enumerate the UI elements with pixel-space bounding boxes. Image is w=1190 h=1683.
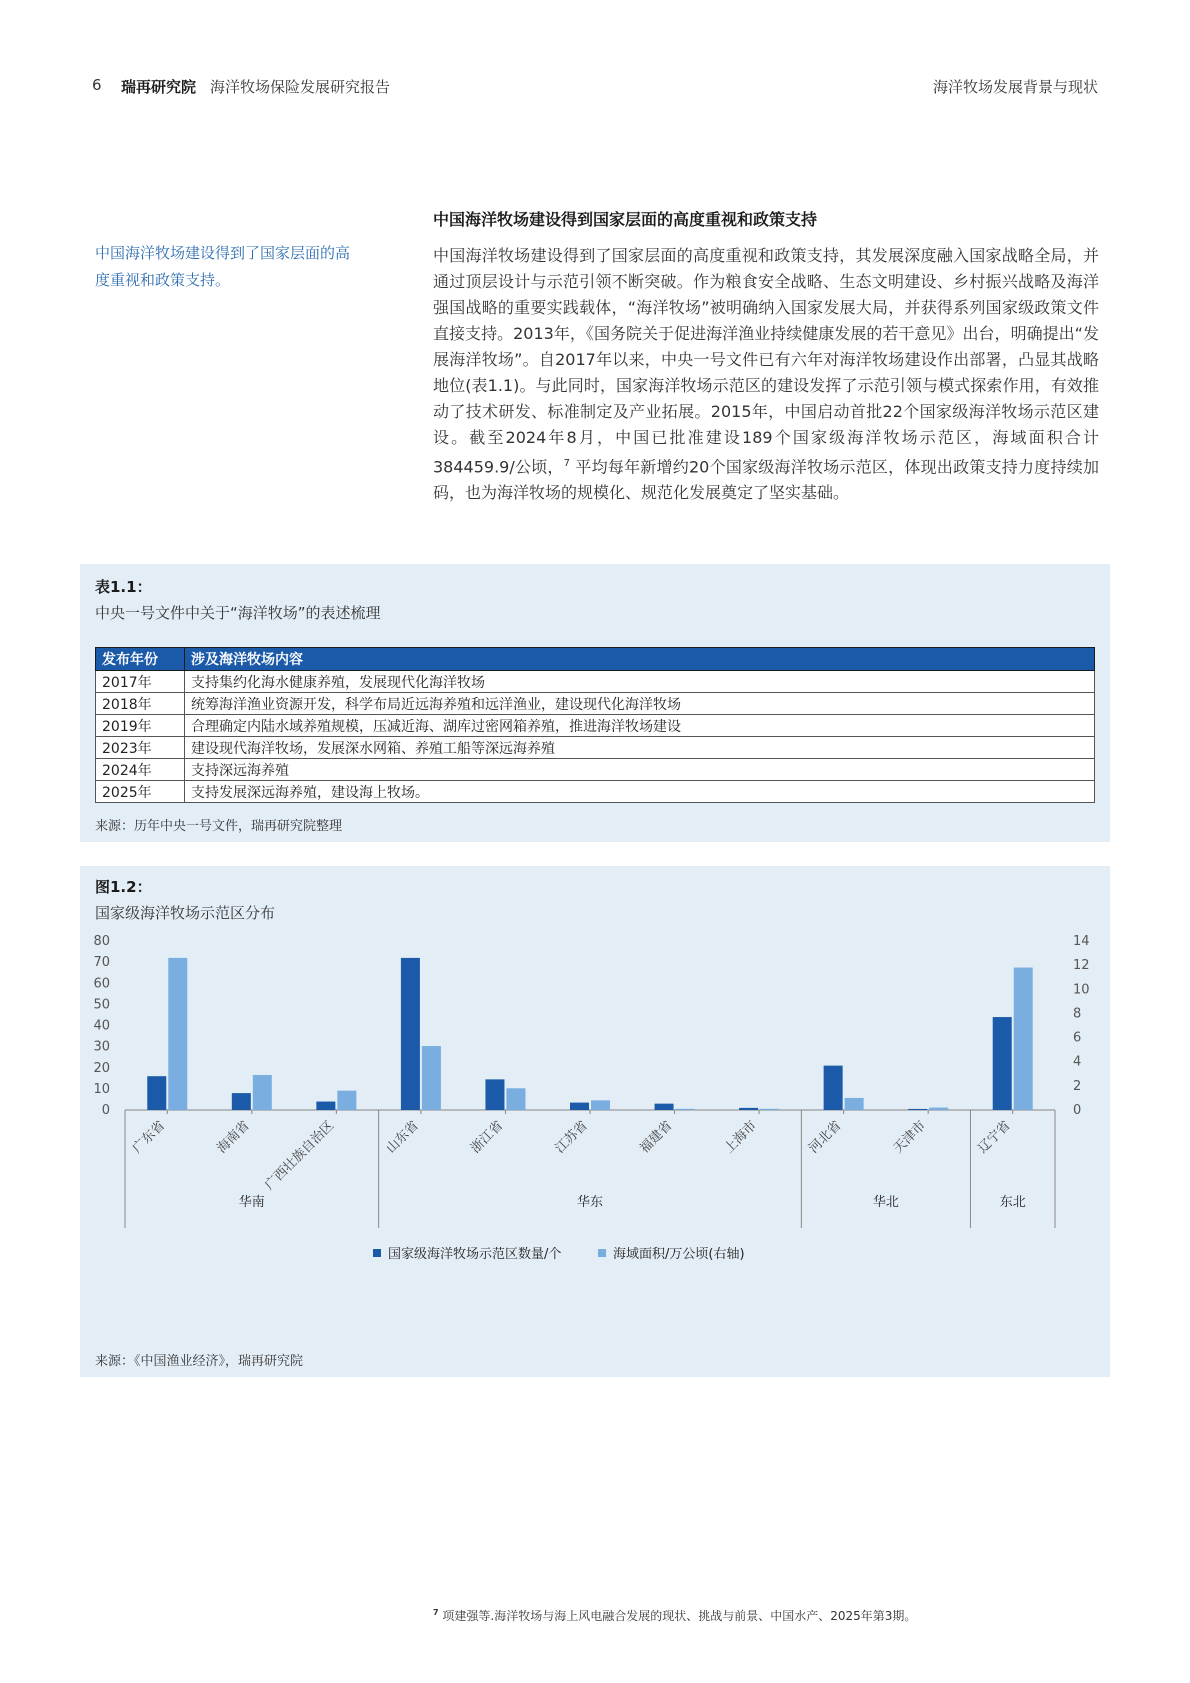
bar-area	[591, 1100, 610, 1110]
table-row	[96, 737, 1095, 759]
bar-area	[676, 1109, 695, 1110]
document-title: 海洋牧场保险发展研究报告	[210, 78, 391, 96]
column-header-content: 涉及海洋牧场内容	[185, 648, 1095, 671]
bar-area	[253, 1075, 272, 1110]
bar-count	[908, 1109, 927, 1110]
footnote	[433, 1607, 916, 1624]
table-title: 中央一号文件中关于“海洋牧场”的表述梳理	[95, 604, 381, 622]
cell-content: 合理确定内陆水域养殖规模，压减近海、湖库过密网箱养殖，推进海洋牧场建设	[185, 715, 1095, 737]
region-label: 华东	[576, 1195, 604, 1210]
region-label: 华南	[238, 1195, 265, 1210]
bar-area	[845, 1098, 864, 1110]
table-row	[96, 759, 1095, 781]
cell-year: 2024年	[96, 759, 185, 781]
bar-area	[929, 1108, 948, 1110]
bar-area	[1014, 968, 1033, 1110]
x-category-label: 福建省	[637, 1118, 676, 1157]
section-title: 海洋牧场发展背景与现状	[932, 78, 1098, 96]
body-text-part2: 平均每年新增约20个国家级海洋牧场示范区，体现出政策支持力度持续加码，也为海洋牧场的规模化、规范化发展奠定了坚实基础。	[433, 457, 1099, 503]
x-category-label: 上海市	[721, 1118, 760, 1157]
figure-label: 图1.2：	[95, 878, 152, 896]
x-category-label: 山东省	[383, 1118, 422, 1157]
x-category-label: 广东省	[129, 1118, 169, 1157]
page-number: 6	[92, 76, 102, 94]
x-category-label: 辽宁省	[975, 1118, 1014, 1157]
legend-swatch-area	[598, 1249, 606, 1257]
cell-year: 2017年	[96, 671, 185, 693]
cell-content: 建设现代海洋牧场，发展深水网箱、养殖工船等深远海养殖	[185, 737, 1095, 759]
table-row	[96, 781, 1095, 803]
footnote-text: 项建强等.海洋牧场与海上风电融合发展的现状、挑战与前景、中国水产、2025年第3期。	[438, 1609, 917, 1623]
sidebar-note: 中国海洋牧场建设得到了国家层面的高度重视和政策支持。	[95, 244, 351, 289]
bar-count	[485, 1079, 504, 1110]
table-header-row	[96, 648, 1095, 671]
body-text-part1: 中国海洋牧场建设得到了国家层面的高度重视和政策支持，其发展深度融入国家战略全局，并通过顶层设计与示范引领不断突破。作为粮食安全战略、生态文明建设、乡村振兴战略及海洋强国战略的重要实践载体，“海洋牧场”被明确纳入国家发展大局，并获得系列国家级政策文件直接支持。2013年，《国务院关于促进海洋渔业持续健康发展的若干意见》出台，明确提出“发展海洋牧场”。自2017年以来，中央一号文件已有六年对海洋牧场建设作出部署，凸显其战略地位(表1.1)。与此同时，国家海洋牧场示范区的建设发挥了示范引领与模式探索作用，有效推动了技术研发、标准制定及产业拓展。2015年，中国启动首批22个国家级海洋牧场示范区建设。截至2024年8月，中国已批准建设189个国家级海洋牧场示范区，海域面积合计384459.9/公顷，	[433, 246, 1099, 477]
figure-title: 国家级海洋牧场示范区分布	[95, 904, 276, 922]
cell-content: 统筹海洋渔业资源开发，科学布局近远海养殖和远洋渔业，建设现代化海洋牧场	[185, 693, 1095, 715]
cell-content: 支持深远海养殖	[185, 759, 1095, 781]
table-source: 来源：历年中央一号文件，瑞再研究院整理	[95, 819, 343, 834]
y-right-tick-label: 2	[1073, 1078, 1082, 1094]
bar-chart	[80, 866, 1110, 1377]
bar-count	[147, 1076, 166, 1110]
section-heading: 中国海洋牧场建设得到国家层面的高度重视和政策支持	[433, 210, 818, 229]
legend-swatch-count	[373, 1249, 381, 1257]
y-left-tick-label: 20	[93, 1060, 110, 1076]
table-row	[96, 693, 1095, 715]
bar-area	[506, 1088, 525, 1110]
legend-label-count: 国家级海洋牧场示范区数量/个	[388, 1247, 562, 1262]
cell-content: 支持集约化海水健康养殖，发展现代化海洋牧场	[185, 671, 1095, 693]
bar-count	[570, 1103, 589, 1110]
y-right-tick-label: 6	[1073, 1030, 1082, 1046]
column-header-year: 发布年份	[96, 648, 185, 671]
brand-name: 瑞再研究院	[121, 78, 197, 96]
y-left-tick-label: 30	[93, 1039, 110, 1055]
x-category-label: 江苏省	[552, 1118, 591, 1157]
figure-panel	[80, 866, 1110, 1377]
y-right-tick-label: 8	[1073, 1006, 1082, 1022]
bar-count	[655, 1104, 674, 1110]
bar-count	[739, 1108, 758, 1110]
bar-area	[337, 1091, 356, 1110]
region-label: 东北	[999, 1195, 1026, 1210]
table-row	[96, 671, 1095, 693]
x-category-label: 广西壮族自治区	[262, 1118, 338, 1194]
bar-count	[993, 1017, 1012, 1110]
bar-area	[422, 1046, 441, 1110]
bar-count	[824, 1066, 843, 1110]
table-panel	[80, 564, 1110, 842]
y-right-tick-label: 14	[1073, 934, 1090, 949]
cell-year: 2023年	[96, 737, 185, 759]
x-category-label: 河北省	[806, 1118, 845, 1157]
cell-year: 2025年	[96, 781, 185, 803]
y-right-tick-label: 12	[1073, 958, 1090, 974]
table-row	[96, 715, 1095, 737]
x-category-label: 天津市	[890, 1118, 930, 1157]
y-right-tick-label: 10	[1073, 982, 1090, 998]
body-paragraph	[433, 243, 1099, 506]
policy-table	[95, 647, 1095, 803]
bar-count	[401, 958, 420, 1110]
y-left-tick-label: 70	[93, 955, 110, 971]
y-left-tick-label: 40	[93, 1018, 110, 1034]
y-left-tick-label: 60	[93, 976, 110, 992]
bar-count	[232, 1093, 251, 1110]
y-left-tick-label: 80	[93, 934, 110, 949]
cell-year: 2018年	[96, 693, 185, 715]
legend-label-area: 海域面积/万公顷(右轴)	[613, 1247, 745, 1262]
y-left-tick-label: 50	[93, 997, 110, 1013]
bar-area	[168, 958, 187, 1110]
y-right-tick-label: 4	[1073, 1054, 1082, 1070]
footnote-reference[interactable]: 7	[563, 458, 571, 469]
table-label: 表1.1：	[95, 578, 152, 596]
footnote-mark: 7	[433, 1608, 439, 1617]
cell-content: 支持发展深远海养殖，建设海上牧场。	[185, 781, 1095, 803]
bar-count	[316, 1102, 335, 1110]
x-category-label: 海南省	[214, 1118, 253, 1157]
x-category-label: 浙江省	[468, 1118, 507, 1157]
cell-year: 2019年	[96, 715, 185, 737]
region-label: 华北	[872, 1195, 899, 1210]
y-left-tick-label: 0	[101, 1103, 110, 1118]
y-left-tick-label: 10	[93, 1081, 110, 1097]
y-right-tick-label: 0	[1073, 1103, 1082, 1118]
figure-source: 来源：《中国渔业经济》，瑞再研究院	[95, 1354, 304, 1369]
bar-area	[760, 1109, 779, 1110]
